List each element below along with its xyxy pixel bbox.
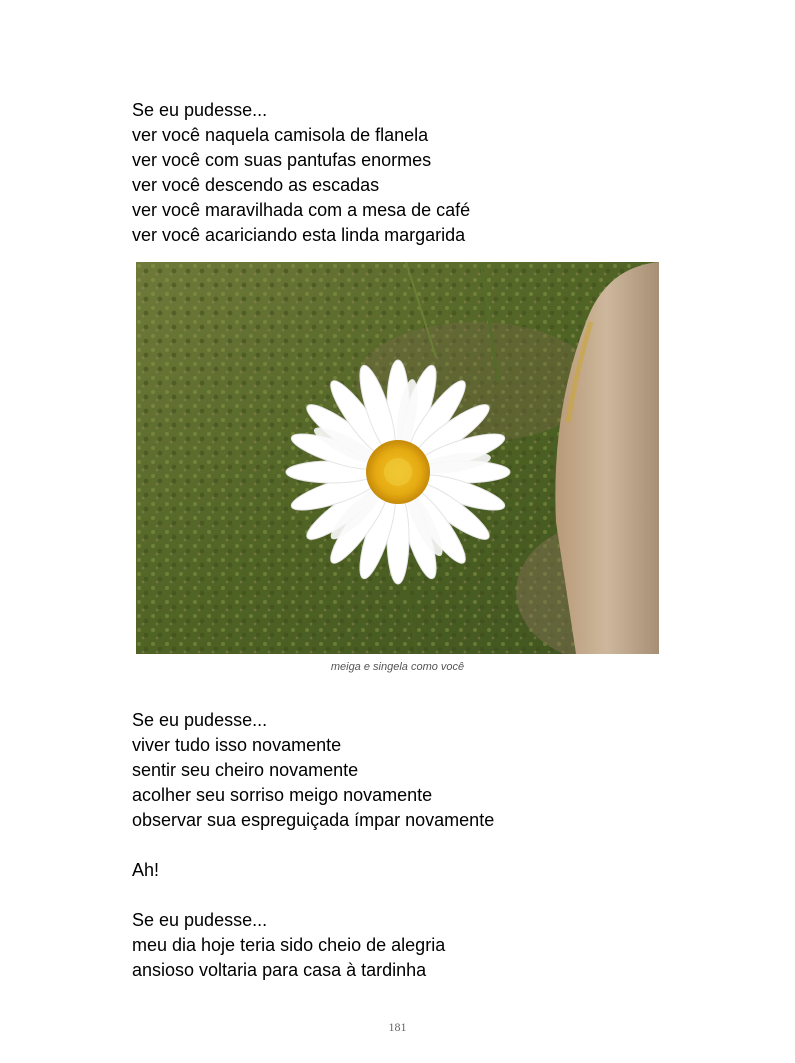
poem-line: meu dia hoje teria sido cheio de alegria — [132, 935, 446, 955]
poem-line: viver tudo isso novamente — [132, 735, 342, 755]
poem-line: Ah! — [132, 860, 160, 880]
poem-line: Se eu pudesse... — [132, 710, 268, 730]
poem-line: Se eu pudesse... — [132, 910, 268, 930]
poem-line: ver você naquela camisola de flanela — [132, 125, 429, 145]
poem-line: ver você maravilhada com a mesa de café — [132, 200, 471, 220]
poem-line: sentir seu cheiro novamente — [132, 760, 359, 780]
stanza-3 — [132, 858, 159, 883]
poem-line: Se eu pudesse... — [132, 100, 268, 120]
poem-line: ver você acariciando esta linda margarida — [132, 225, 466, 245]
poem-line: ver você descendo as escadas — [132, 175, 380, 195]
poem-line: ver você com suas pantufas enormes — [132, 150, 432, 170]
poem-line: ansioso voltaria para casa à tardinha — [132, 960, 427, 980]
daisy-photo — [136, 262, 659, 654]
figure-caption: meiga e singela como você — [330, 661, 465, 673]
poem-line: acolher seu sorriso meigo novamente — [132, 785, 433, 805]
poem-line: observar sua espreguiçada ímpar novamente — [132, 810, 495, 830]
page-number: 181 — [388, 1020, 407, 1034]
stanza-2 — [132, 708, 494, 833]
stanza-1 — [132, 98, 470, 248]
stanza-4 — [132, 908, 445, 983]
